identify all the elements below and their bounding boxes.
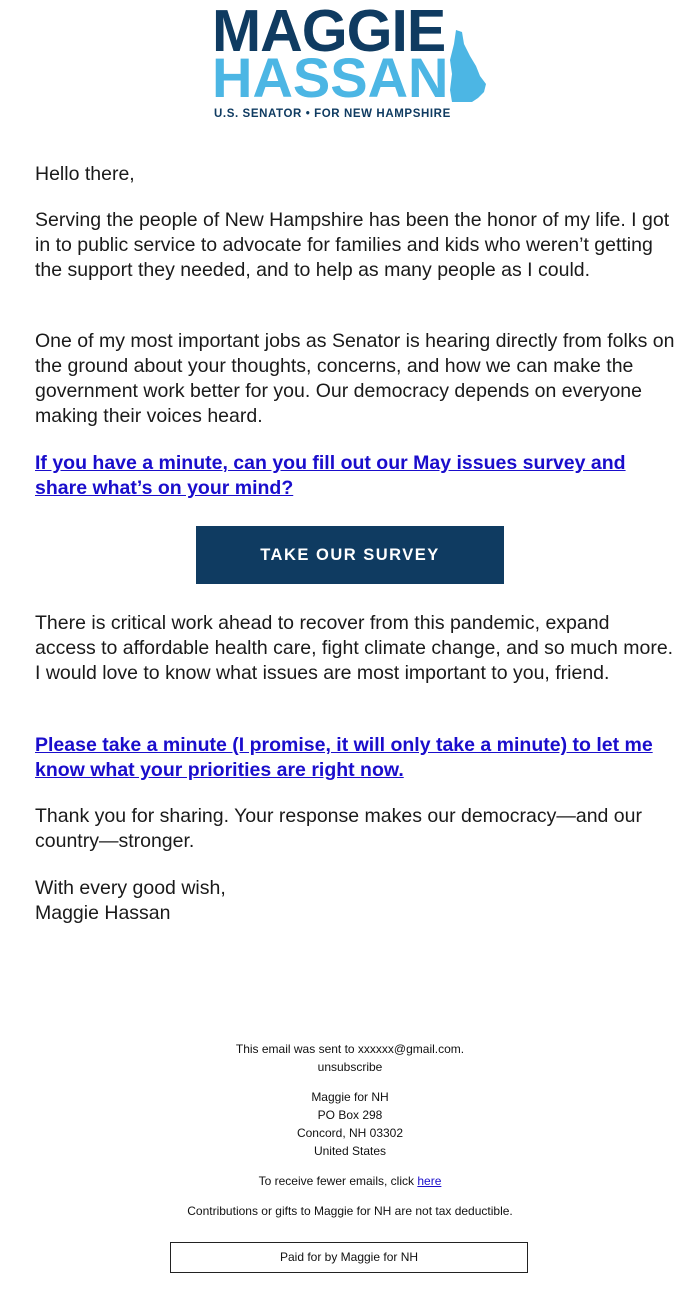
paragraph-priorities: There is critical work ahead to recover from this pandemic, expand access to affordable health care, fight climate change, and so much more. I would love to know what issues are most important to you, friend. (35, 612, 674, 684)
paid-for-disclaimer: Paid for by Maggie for NH (170, 1242, 528, 1273)
fewer-emails-text: To receive fewer emails, click (258, 1174, 418, 1188)
paragraph-listening: One of my most important jobs as Senator is hearing directly from folks on the ground about your thoughts, concerns, and how we can make the government work better for you. Our democracy depends on everyone making their voices heard. (35, 330, 675, 427)
address-country: United States (313, 1144, 387, 1158)
paragraph-intro: Serving the people of New Hampshire has been the honor of my life. I got in to public service to advocate for families and kids who weren’t getting the support they needed, and to help as many people as I could. (35, 209, 670, 281)
new-hampshire-state-icon (446, 30, 488, 102)
sent-to-line (0, 1040, 700, 1058)
signature: Maggie Hassan (35, 902, 171, 924)
signoff: With every good wish, (35, 877, 226, 899)
take-survey-button[interactable]: TAKE OUR SURVEY (196, 526, 504, 584)
logo-first-name: MAGGIE (212, 0, 446, 64)
address-org: Maggie for NH (311, 1090, 389, 1104)
campaign-logo (0, 0, 700, 130)
logo-last-name: HASSAN (212, 46, 449, 109)
survey-link-1[interactable]: If you have a minute, can you fill out our May issues survey and share what’s on your mind? (35, 452, 626, 499)
paragraph-thanks: Thank you for sharing. Your response makes our democracy—and our country—stronger. (35, 805, 642, 852)
address-po-box: PO Box 298 (317, 1108, 383, 1122)
fewer-emails-line (0, 1172, 700, 1190)
tax-disclaimer: Contributions or gifts to Maggie for NH are not tax deductible. (187, 1204, 513, 1218)
sent-to-prefix: This email was sent to (235, 1042, 358, 1056)
unsubscribe-link[interactable]: unsubscribe (317, 1060, 383, 1074)
greeting: Hello there, (35, 163, 135, 185)
fewer-emails-link[interactable]: here (417, 1174, 442, 1188)
survey-link-2[interactable]: Please take a minute (I promise, it will only take a minute) to let me know what your priorities are right now. (35, 734, 653, 781)
logo-tagline: U.S. SENATOR • FOR NEW HAMPSHIRE (214, 108, 451, 120)
address-city: Concord, NH 03302 (296, 1126, 404, 1140)
recipient-email: xxxxxx@gmail.com. (357, 1042, 465, 1056)
